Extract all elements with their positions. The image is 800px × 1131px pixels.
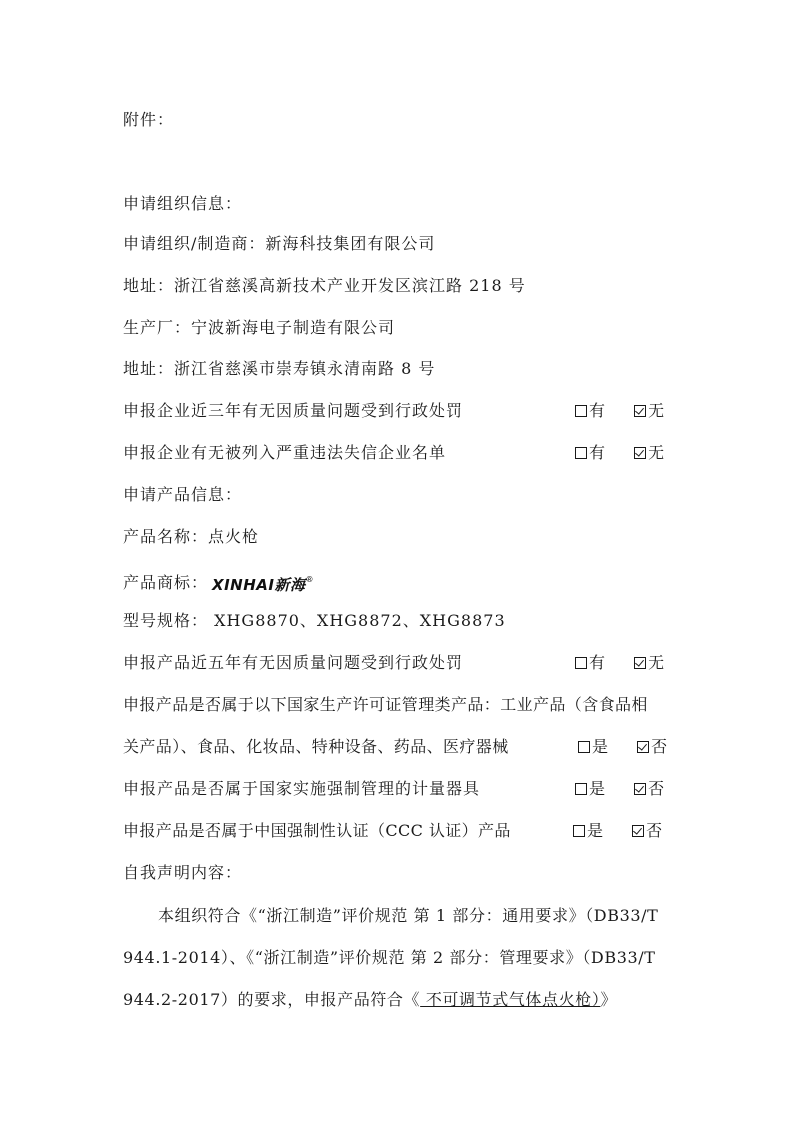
checkbox-unchecked[interactable] [575, 657, 587, 669]
declaration-section-title: 自我声明内容： [123, 863, 243, 882]
checkbox-checked[interactable] [632, 825, 644, 837]
question-metrology: 申报产品是否属于国家实施强制管理的计量器具 [123, 779, 481, 798]
choices-metrology [575, 779, 664, 799]
checkbox-checked[interactable] [634, 405, 646, 417]
declaration-line-1: 本组织符合《“浙江制造”评价规范 第 1 部分：通用要求》（DB33/T [158, 906, 659, 925]
choices-company-penalty-3yr [575, 401, 664, 421]
option-no[interactable]: 否 [637, 737, 667, 757]
product-section-title: 申请产品信息： [123, 485, 243, 504]
factory-line: 生产厂：宁波新海电子制造有限公司 [123, 318, 396, 337]
option-no[interactable]: 无 [634, 443, 664, 463]
choices-production-license [578, 737, 667, 757]
product-name-line: 产品名称：点火枪 [123, 527, 260, 546]
manufacturer-line: 申请组织/制造商：新海科技集团有限公司 [123, 234, 436, 253]
attachment-label: 附件： [123, 110, 175, 129]
models-line: 型号规格： XHG8870、XHG8872、XHG8873 [123, 611, 506, 630]
checkbox-unchecked[interactable] [575, 405, 587, 417]
question-product-penalty-5yr: 申报产品近五年有无因质量问题受到行政处罚 [123, 653, 464, 672]
option-no[interactable]: 无 [634, 401, 664, 421]
trademark-line [123, 570, 314, 595]
option-yes[interactable]: 有 [575, 653, 605, 673]
choices-ccc [573, 821, 662, 841]
declaration-line-2: 944.1-2014）、《“浙江制造”评价规范 第 2 部分：管理要求》（DB33/T [123, 948, 656, 967]
question-ccc: 申报产品是否属于中国强制性认证（CCC 认证）产品 [123, 821, 511, 840]
question-production-license-line1: 申报产品是否属于以下国家生产许可证管理类产品：工业产品（含食品相 [123, 695, 648, 714]
checkbox-checked[interactable] [637, 741, 649, 753]
choices-product-penalty-5yr [575, 653, 664, 673]
question-production-license-line2: 关产品）、食品、化妆品、特种设备、药品、医疗器械 [123, 737, 509, 756]
option-no[interactable]: 无 [634, 653, 664, 673]
manufacturer-address-line: 地址：浙江省慈溪高新技术产业开发区滨江路 218 号 [123, 276, 526, 295]
option-yes[interactable]: 是 [573, 821, 603, 841]
option-yes[interactable]: 有 [575, 401, 605, 421]
checkbox-unchecked[interactable] [578, 741, 590, 753]
declaration-line-3: 944.2-2017）的要求，申报产品符合《 不可调节式气体点火枪）》 [123, 990, 618, 1009]
applicant-section-title: 申请组织信息： [123, 194, 243, 213]
registered-mark: ® [305, 575, 314, 584]
option-yes[interactable]: 是 [578, 737, 608, 757]
option-yes[interactable]: 是 [575, 779, 605, 799]
checkbox-checked[interactable] [634, 783, 646, 795]
choices-company-blacklist [575, 443, 664, 463]
product-standard-name: 不可调节式气体点火枪） [420, 990, 601, 1009]
checkbox-checked[interactable] [634, 657, 646, 669]
factory-address-line: 地址：浙江省慈溪市崇寿镇永清南路 8 号 [123, 359, 436, 378]
checkbox-unchecked[interactable] [575, 783, 587, 795]
xinhai-logo: XINHAI新海® [212, 575, 314, 594]
option-no[interactable]: 否 [634, 779, 664, 799]
checkbox-unchecked[interactable] [575, 447, 587, 459]
question-company-blacklist: 申报企业有无被列入严重违法失信企业名单 [123, 443, 447, 462]
trademark-label: 产品商标： [123, 573, 209, 592]
option-no[interactable]: 否 [632, 821, 662, 841]
question-company-penalty-3yr: 申报企业近三年有无因质量问题受到行政处罚 [123, 401, 464, 420]
checkbox-unchecked[interactable] [573, 825, 585, 837]
checkbox-checked[interactable] [634, 447, 646, 459]
option-yes[interactable]: 有 [575, 443, 605, 463]
